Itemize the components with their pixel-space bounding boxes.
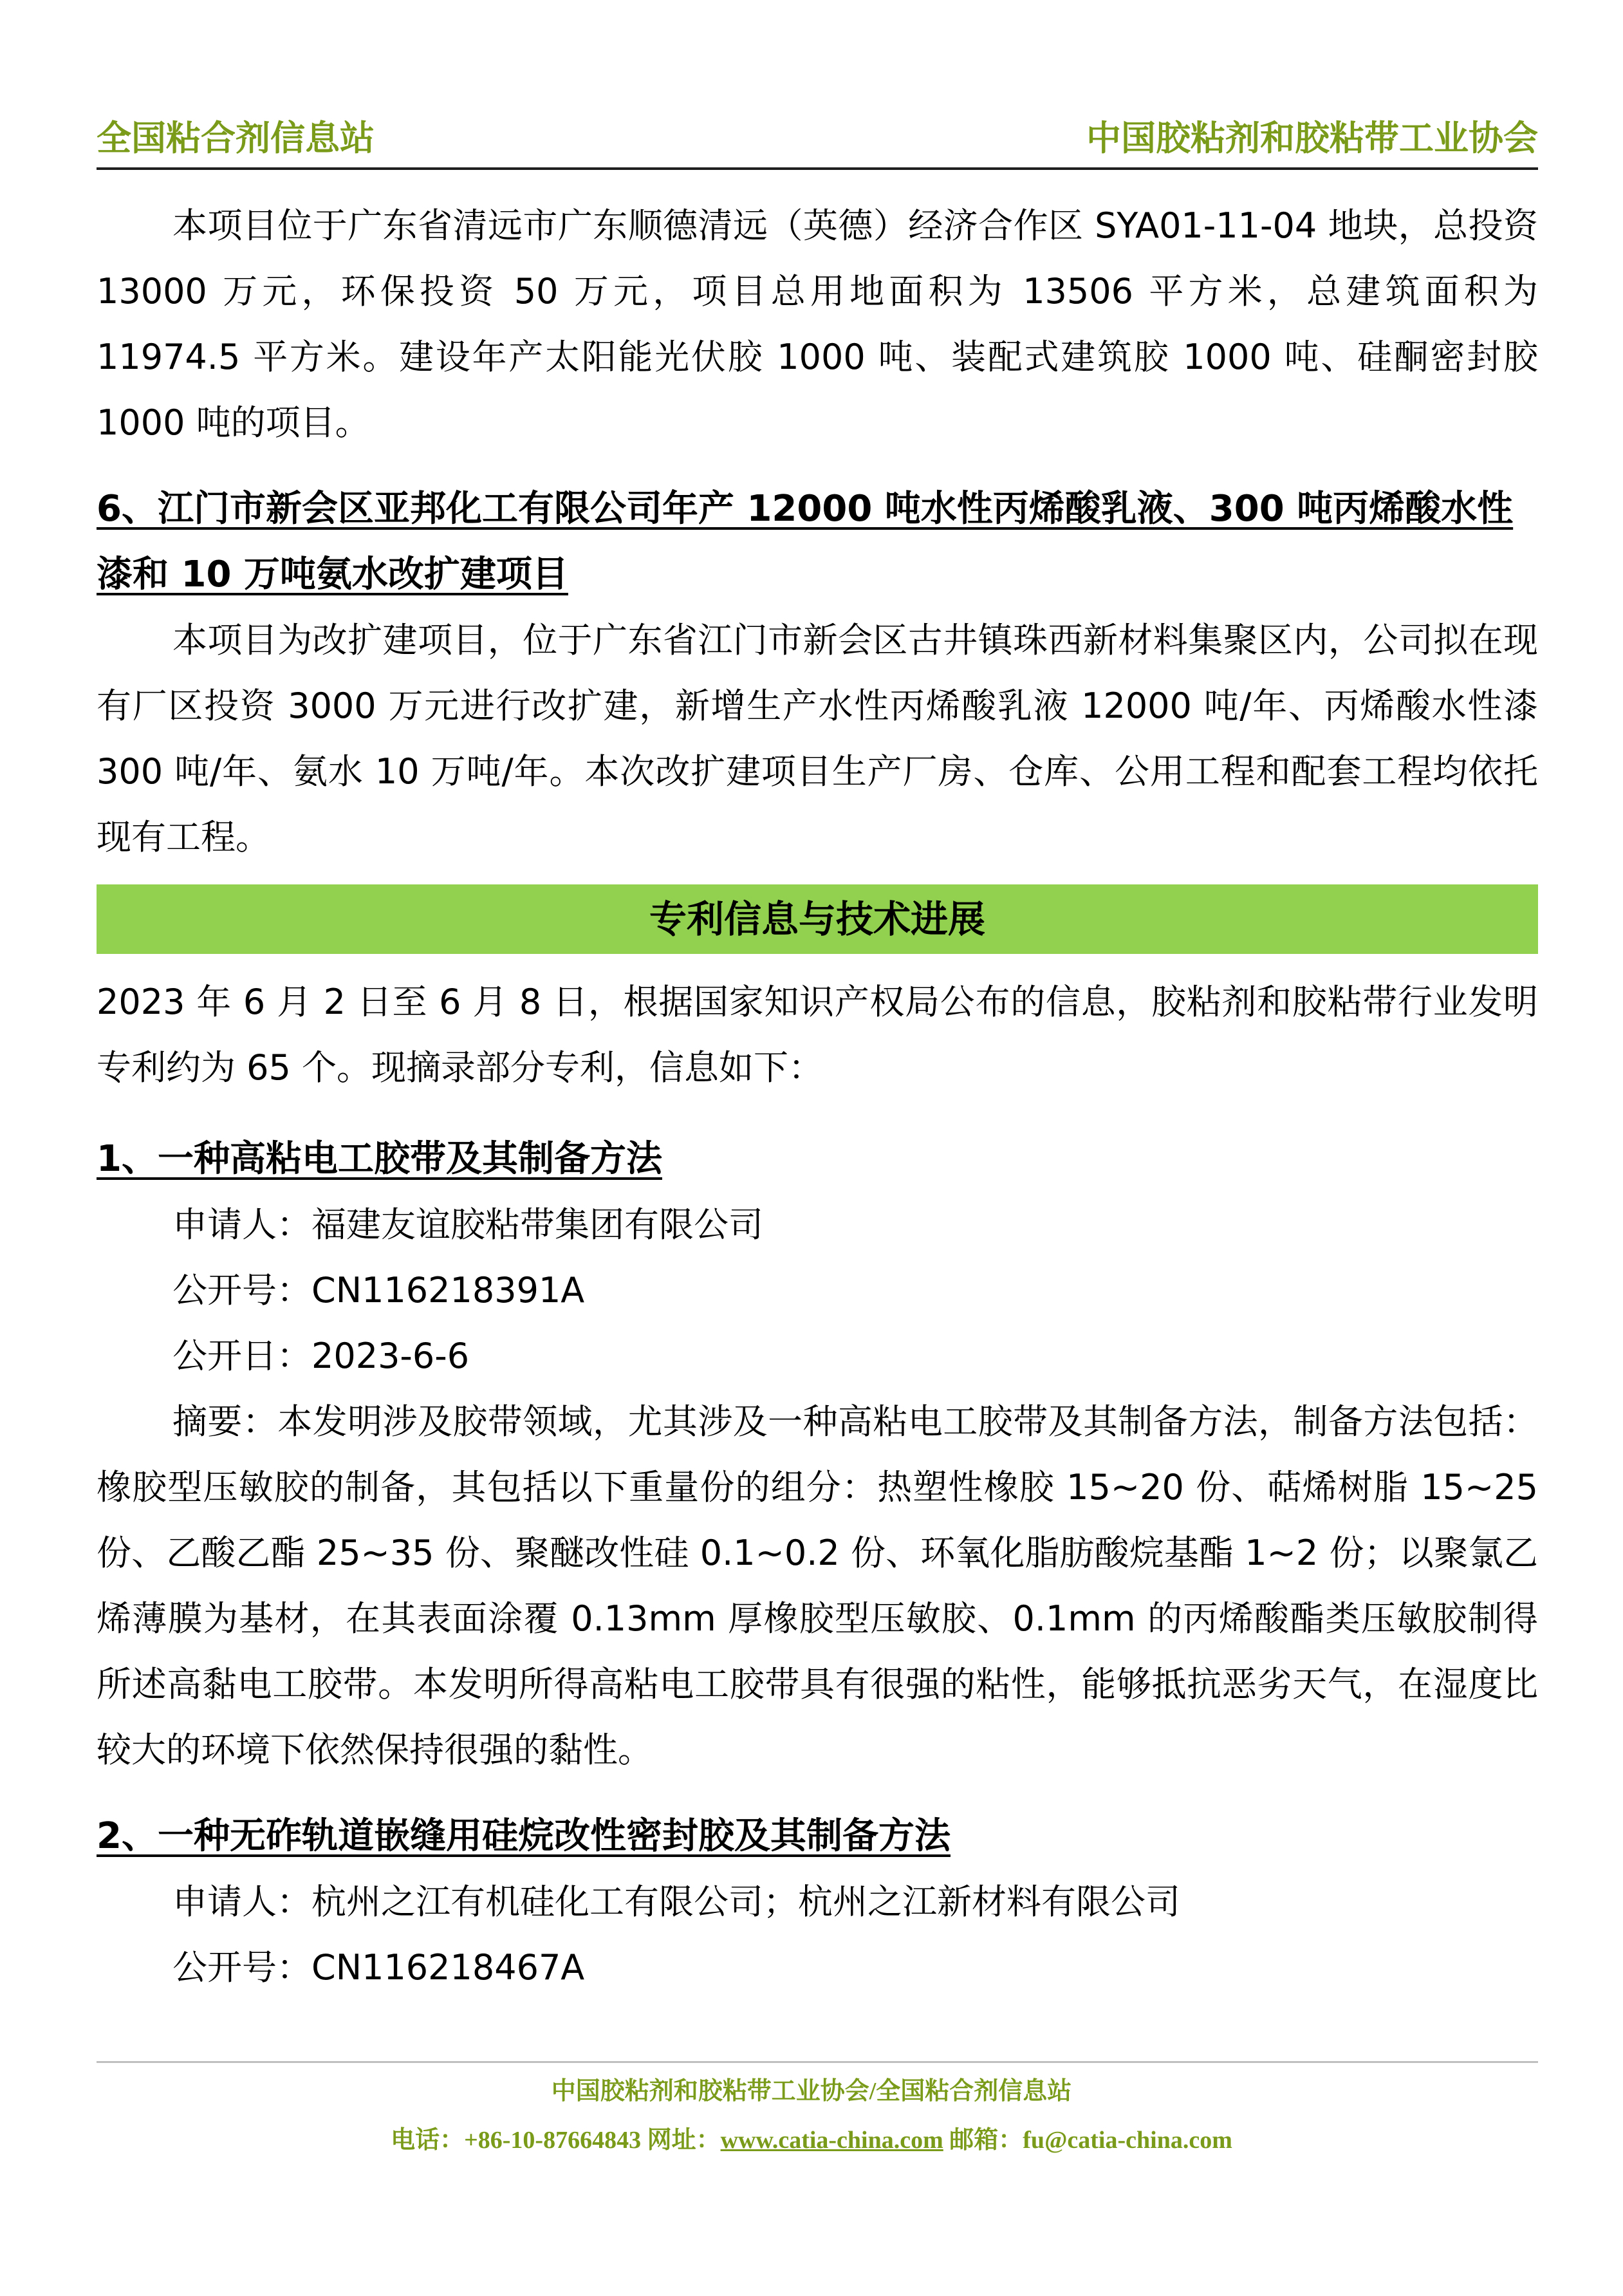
patent-2-title-text: 2、一种无砟轨道嵌缝用硅烷改性密封胶及其制备方法: [97, 1815, 951, 1857]
section-banner: 专利信息与技术进展: [97, 884, 1538, 954]
footer-organization: 中国胶粘剂和胶粘带工业协会/全国粘合剂信息站: [551, 2078, 1072, 2105]
project-6-title: [97, 476, 1538, 608]
project-6-title-text: 6、江门市新会区亚邦化工有限公司年产 12000 吨水性丙烯酸乳液、300 吨丙烯酸水性漆和 10 万吨氨水改扩建项目: [97, 488, 1514, 595]
patent-2-applicant: 申请人：杭州之江有机硅化工有限公司；杭州之江新材料有限公司: [172, 1881, 1180, 1922]
patent-1-abstract: 摘要：本发明涉及胶带领域，尤其涉及一种高粘电工胶带及其制备方法，制备方法包括：橡胶型压敏胶的制备，其包括以下重量份的组分：热塑性橡胶 15~20 份、萜烯树脂 15~25 份、乙酸乙酯 25~35 份、聚醚改性硅 0.1~0.2 份、环氧化脂肪酸烷基酯 1~2 份；以聚氯乙烯薄膜为基材，在其表面涂覆 0.13mm 厚橡胶型压敏胶、0.1mm 的丙烯酸酯类压敏胶制得所述高黏电工胶带。本发明所得高粘电工胶带具有很强的粘性，能够抵抗恶劣天气，在湿度比较大的环境下依然保持很强的黏性。: [97, 1401, 1538, 1770]
project-5-body: 本项目位于广东省清远市广东顺德清远（英德）经济合作区 SYA01-11-04 地块，总投资 13000 万元，环保投资 50 万元，项目总用地面积为 13506 平方米，总建筑面积为 11974.5 平方米。建设年产太阳能光伏胶 1000 吨、装配式建筑胶 1000 吨、硅酮密封胶 1000 吨的项目。: [97, 205, 1538, 443]
project-6-body: 本项目为改扩建项目，位于广东省江门市新会区古井镇珠西新材料集聚区内，公司拟在现有厂区投资 3000 万元进行改扩建，新增生产水性丙烯酸乳液 12000 吨/年、丙烯酸水性漆 300 吨/年、氨水 10 万吨/年。本次改扩建项目生产厂房、仓库、公用工程和配套工程均依托现有工程。: [97, 620, 1538, 857]
header-left-title: 全国粘合剂信息站: [97, 118, 375, 158]
footer-divider: [97, 2061, 1538, 2063]
running-header: [97, 109, 1538, 170]
main-content: [97, 193, 1538, 2001]
footer-email: 邮箱：fu@catia-china.com: [943, 2127, 1232, 2154]
footer-website-link[interactable]: www.catia-china.com: [720, 2127, 943, 2154]
footer-phone: 电话：+86-10-87664843 网址：: [391, 2127, 721, 2154]
patent-1-pub-date: 公开日：2023-6-6: [172, 1336, 470, 1376]
footer-contact: [0, 2124, 1623, 2156]
patent-1-title-text: 1、一种高粘电工胶带及其制备方法: [97, 1138, 662, 1180]
patent-1-applicant: 申请人：福建友谊胶粘带集团有限公司: [172, 1204, 763, 1245]
patent-intro: 2023 年 6 月 2 日至 6 月 8 日，根据国家知识产权局公布的信息，胶粘剂和胶粘带行业发明专利约为 65 个。现摘录部分专利，信息如下：: [97, 982, 1538, 1088]
patent-1-title: [97, 1126, 1538, 1192]
patent-1-pub-no: 公开号：CN116218391A: [172, 1270, 585, 1311]
header-right-title: 中国胶粘剂和胶粘带工业协会: [1086, 118, 1538, 158]
patent-2-title: [97, 1804, 1538, 1869]
patent-2-pub-no: 公开号：CN116218467A: [172, 1947, 585, 1988]
